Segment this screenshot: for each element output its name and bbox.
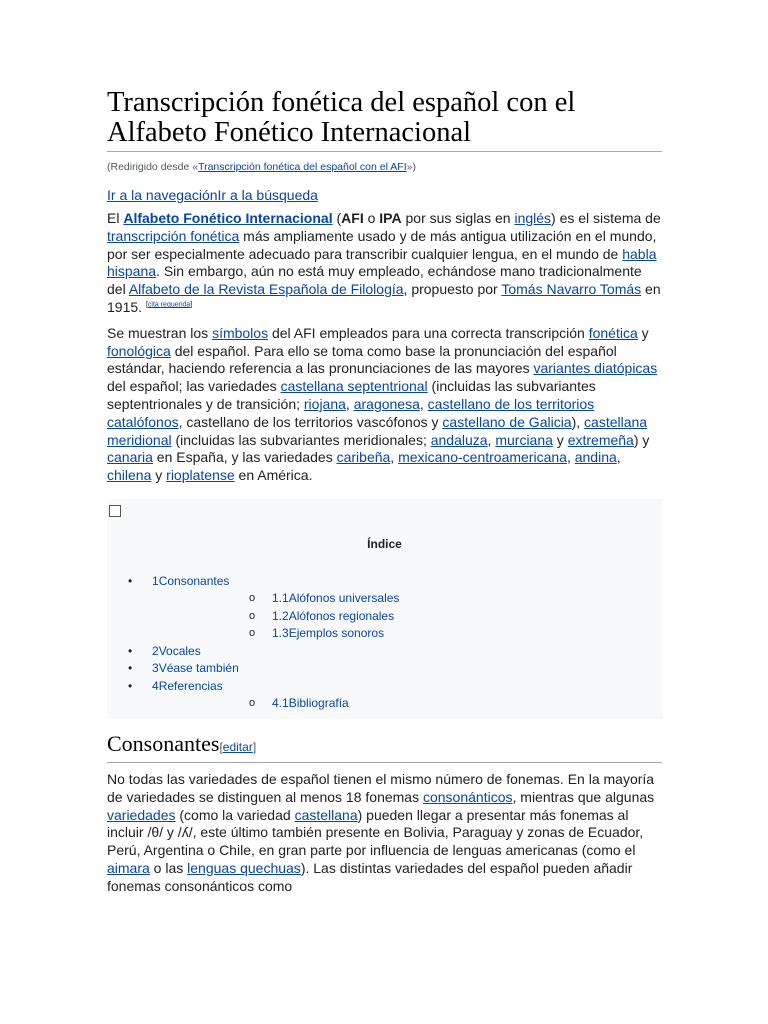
table-of-contents xyxy=(107,499,662,719)
edit-section-link[interactable]: editar xyxy=(222,739,253,754)
link-chilena[interactable]: chilena xyxy=(107,467,152,484)
toc-item[interactable]: o 4.1Bibliografía xyxy=(152,695,662,713)
link-alfabeto-rfe[interactable]: Alfabeto de la Revista Española de Filología xyxy=(128,281,404,298)
edit-section: [editar] xyxy=(219,739,257,754)
toc-list xyxy=(107,573,662,713)
page-title: Transcripción fonética del español con el Alfabeto Fonético Internacional xyxy=(107,88,662,152)
link-extremena[interactable]: extremeña xyxy=(567,431,634,448)
link-castellano-galicia[interactable]: castellano de Galicia xyxy=(442,413,572,430)
link-consonanticos[interactable]: consonánticos xyxy=(422,788,513,805)
section-heading-consonantes: Consonantes[editar] xyxy=(107,731,662,763)
link-rioplatense[interactable]: rioplatense xyxy=(166,467,235,484)
link-variantes-diatopicas[interactable]: variantes diatópicas xyxy=(533,360,658,377)
link-variedades[interactable]: variedades xyxy=(107,806,176,823)
link-aimara[interactable]: aimara xyxy=(107,859,150,876)
toc-item[interactable]: o 1.2Alófonos regionales xyxy=(152,608,662,626)
link-ingles[interactable]: inglés xyxy=(514,210,552,226)
link-castellana[interactable]: castellana xyxy=(294,806,358,823)
toc-item[interactable]: • 1Consonantes o 1.1Alófonos universales o 1.2Alófonos regionales o 1.3Ejemplos sonoros xyxy=(107,573,662,643)
link-castellana-septentrional[interactable]: castellana septentrional xyxy=(280,378,428,395)
consonantes-paragraph: No todas las variedades de español tienen el mismo número de fonemas. En la mayoría de variedades se distinguen al menos 18 fonemas consonánticos, mientras que algunas variedades (como la variedad castellana) pueden llegar a presentar más fonemas al incluir /θ/ y /ʎ/, este último también presente en Bolivia, Paraguay y zonas de Ecuador, Perú, Argentina o Chile, en gran parte por influencia de lenguas americanas (como el aimara o las lenguas quechuas). Las distintas variedades del español pueden añadir fonemas consonánticos como xyxy=(107,770,655,894)
link-riojana[interactable]: riojana xyxy=(303,395,346,412)
link-andina[interactable]: andina xyxy=(574,449,617,466)
link-fonologica[interactable]: fonológica xyxy=(107,342,171,359)
toc-item[interactable]: o 1.3Ejemplos sonoros xyxy=(152,625,662,643)
jump-to-navigation-link[interactable]: Ir a la navegación xyxy=(107,187,218,203)
redirect-notice: (Redirigido desde «Transcripción fonética del español con el AFI») xyxy=(107,161,416,173)
link-mexicano-centroamericana[interactable]: mexicano-centroamericana xyxy=(398,449,567,466)
toc-item[interactable]: • 2Vocales xyxy=(107,643,662,661)
link-simbolos[interactable]: símbolos xyxy=(212,324,269,341)
article-content xyxy=(107,88,662,896)
jump-links xyxy=(107,186,662,204)
intro-paragraph: El Alfabeto Fonético Internacional (AFI o IPA por sus siglas en inglés) es el sistema de transcripción fonética más ampliamente usado y de más antigua utilización en el mundo, por ser especialmente adecuado para transcribir cualquier lengua, en el mundo de habla hispana. Sin embargo, aún no está muy empleado, echándose mano tradicionalmente del Alfabeto de la Revista Española de Filología, propuesto por Tomás Navarro Tomás en 1915. [cita requerida] xyxy=(107,210,661,315)
toc-item[interactable]: • 3Véase también xyxy=(107,660,662,678)
link-navarro-tomas[interactable]: Tomás Navarro Tomás xyxy=(501,281,642,298)
link-transcripcion-fonetica[interactable]: transcripción fonética xyxy=(107,227,240,244)
second-paragraph: Se muestran los símbolos del AFI empleados para una correcta transcripción fonética y fonológica del español. Para ello se toma como base la pronunciación del español estándar, haciendo referencia a las pronunciaciones de las mayores variantes diatópicas del español; las variedades castellana septentrional (incluidas las subvariantes septentrionales y de transición; riojana, aragonesa, castellano de los territorios catalófonos, castellano de los territorios vascófonos y castellano de Galicia), castellana meridional (incluidas las subvariantes meridionales; andaluza, murciana y extremeña) y canaria en España, y las variedades caribeña, mexicano-centroamericana, andina, chilena y rioplatense en América. xyxy=(107,324,658,484)
link-canaria[interactable]: canaria xyxy=(107,449,153,466)
link-castellana-meridional[interactable]: castellana meridional xyxy=(107,413,648,448)
link-andaluza[interactable]: andaluza xyxy=(430,431,488,448)
link-habla-hispana[interactable]: habla hispana xyxy=(107,245,657,280)
link-catalofonos[interactable]: castellano de los territorios catalófonos xyxy=(107,395,595,430)
toc-item[interactable]: o 1.1Alófonos universales xyxy=(152,590,662,608)
toc-item[interactable]: • 4Referencias o 4.1Bibliografía xyxy=(107,678,662,713)
link-lenguas-quechuas[interactable]: lenguas quechuas xyxy=(187,859,301,876)
toc-toggle-checkbox[interactable] xyxy=(109,505,121,517)
citation-needed-link[interactable]: cita requerida xyxy=(147,301,191,309)
link-fonetica[interactable]: fonética xyxy=(588,324,638,341)
jump-to-search-link[interactable]: Ir a la búsqueda xyxy=(217,187,318,203)
redirect-link[interactable]: Transcripción fonética del español con el AFI xyxy=(198,161,407,173)
link-murciana[interactable]: murciana xyxy=(495,431,553,448)
toc-title: Índice xyxy=(367,536,402,551)
link-aragonesa[interactable]: aragonesa xyxy=(353,395,420,412)
link-caribena[interactable]: caribeña xyxy=(336,449,391,466)
link-alfabeto-fonetico[interactable]: Alfabeto Fonético Internacional xyxy=(123,210,333,226)
